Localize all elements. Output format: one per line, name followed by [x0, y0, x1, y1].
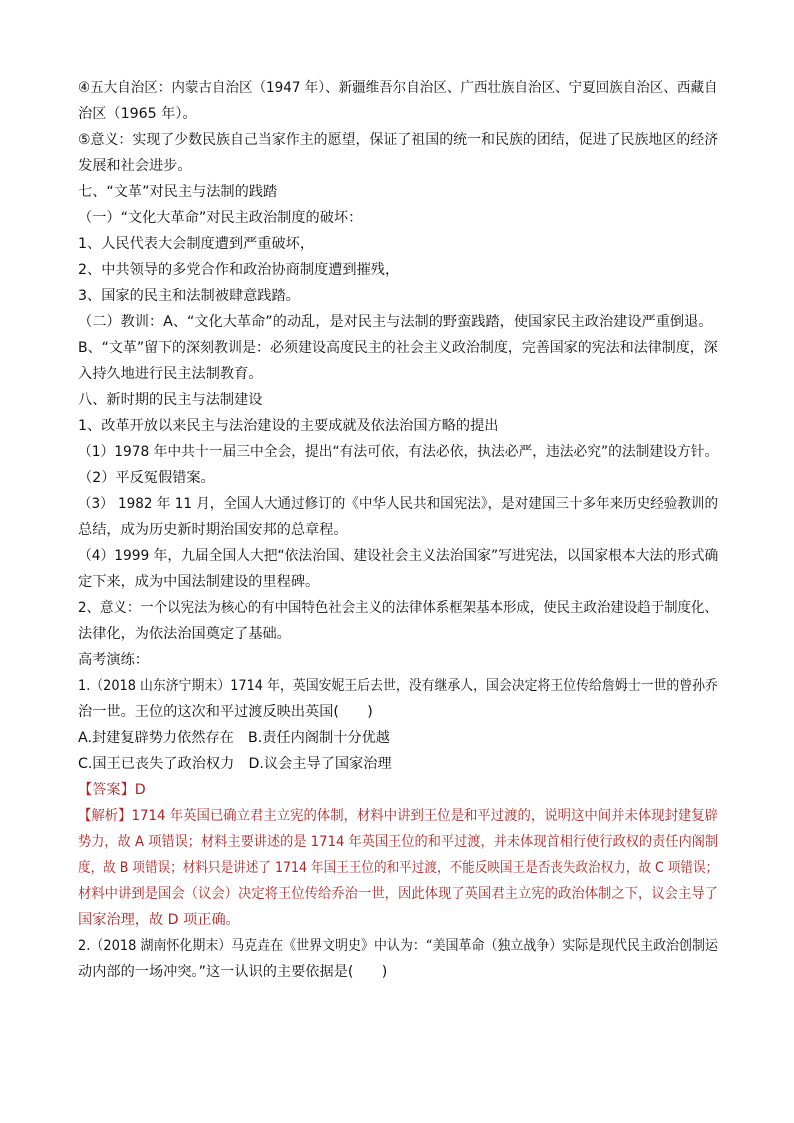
question-text: 动内部的一场冲突。”这一认识的主要依据是( ) — [78, 964, 388, 980]
analysis-line: 【解析】1714 年英国已确立君主立宪的体制，材料中讲到王位是和平过渡的，说明这中间并未体现封建复辟 — [78, 808, 719, 824]
text-line: ⑤意义：实现了少数民族自己当家作主的愿望，保证了祖国的统一和民族的团结，促进了民族地区的经济 — [78, 132, 719, 148]
section-heading: 高考演练： — [78, 652, 149, 668]
text-line: 治区（1965 年）。 — [78, 106, 197, 122]
question-options: C.国王已丧失了政治权力 D.议会主导了国家治理 — [78, 756, 392, 772]
analysis-line: 势力，故 A 项错误；材料主要讲述的是 1714 年英国王位的和平过渡，并未体现首相行使行政权的责任内阁制 — [78, 834, 719, 850]
analysis-line: 国家治理，故 D 项正确。 — [78, 912, 240, 928]
text-line: （一）“文化大革命”对民主政治制度的破坏： — [78, 210, 363, 226]
answer-line: 【答案】D — [78, 782, 146, 798]
question-text: 1.（2018 山东济宁期末）1714 年，英国安妮王后去世，没有继承人，国会决定将王位传给詹姆士一世的曾孙乔 — [78, 678, 718, 694]
text-line: （2）平反冤假错案。 — [78, 470, 215, 486]
text-line: 定下来，成为中国法制建设的里程碑。 — [78, 574, 320, 590]
text-line: 总结，成为历史新时期治国安邦的总章程。 — [78, 522, 348, 538]
text-line: 2、意义：一个以宪法为核心的有中国特色社会主义的法律体系框架基本形成，使民主政治建设趋于制度化、 — [78, 600, 718, 616]
text-line: 1、改革开放以来民主与法治建设的主要成就及依法治国方略的提出 — [78, 418, 499, 434]
analysis-line: 材料中讲到是国会（议会）决定将王位传给乔治一世，因此体现了英国君主立宪的政治体制之下，议会主导了 — [78, 886, 719, 902]
text-line: 2、中共领导的多党合作和政治协商制度遭到摧残， — [78, 262, 400, 278]
text-line: 1、人民代表大会制度遭到严重破坏， — [78, 236, 315, 252]
text-line: （3） 1982 年 11 月，全国人大通过修订的《中华人民共和国宪法》，是对建国三十多年来历史经验教训的 — [78, 496, 719, 512]
text-line: ④五大自治区：内蒙古自治区（1947 年）、新疆维吾尔自治区、广西壮族自治区、宁夏回族自治区、西藏自 — [78, 80, 718, 96]
text-line: （1）1978 年中共十一届三中全会，提出“有法可依，有法必依，执法必严，违法必究”的法制建设方针。 — [78, 444, 719, 460]
text-line: 发展和社会进步。 — [78, 158, 192, 174]
analysis-line: 度，故 B 项错误；材料只是讲述了 1714 年国王王位的和平过渡，不能反映国王是否丧失政治权力，故 C 项错误； — [78, 860, 719, 876]
question-text: 治一世。王位的这次和平过渡反映出英国( ) — [78, 704, 373, 720]
text-line: 3、国家的民主和法制被肆意践踏。 — [78, 288, 300, 304]
question-options: A.封建复辟势力依然存在 B.责任内阁制十分优越 — [78, 730, 390, 746]
text-line: 入持久地进行民主法制教育。 — [78, 366, 263, 382]
text-line: 法律化，为依法治国奠定了基础。 — [78, 626, 291, 642]
section-heading: 七、“文革”对民主与法制的践踏 — [78, 184, 278, 200]
text-line: （二）教训：A、“文化大革命”的动乱，是对民主与法制的野蛮践踏，使国家民主政治建设严重倒退。 — [78, 314, 713, 330]
section-heading: 八、新时期的民主与法制建设 — [78, 392, 263, 408]
text-line: B、“文革”留下的深刻教训是：必须建设高度民主的社会主义政治制度，完善国家的宪法和法律制度，深 — [78, 340, 718, 356]
question-text: 2.（2018 湖南怀化期末）马克垚在《世界文明史》中认为：“美国革命（独立战争）实际是现代民主政治创制运 — [78, 938, 718, 954]
text-line: （4）1999 年，九届全国人大把“依法治国、建设社会主义法治国家”写进宪法，以国家根本大法的形式确 — [78, 548, 719, 564]
